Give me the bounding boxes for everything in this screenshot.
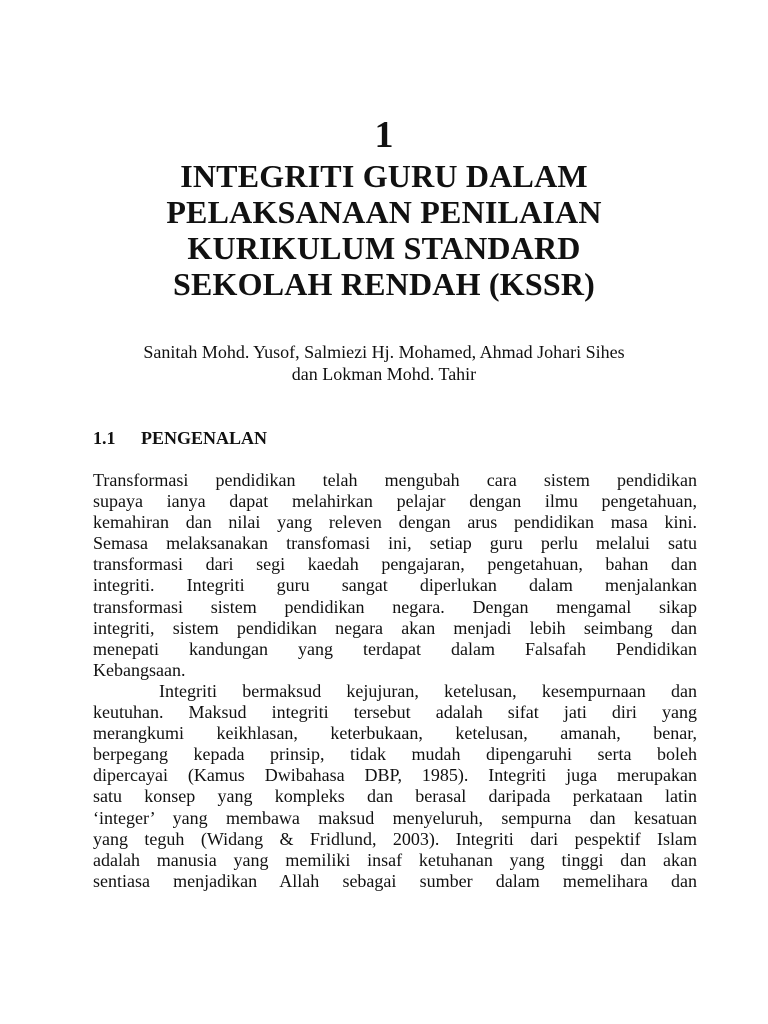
chapter-number: 1 <box>374 114 394 156</box>
section-title: PENGENALAN <box>141 428 268 448</box>
chapter-title <box>60 158 708 302</box>
chapter-title-line: KURIKULUM STANDARD <box>187 230 581 266</box>
text-line: Transformasi pendidikan telah mengubah cara sistem pendidikan <box>93 470 697 490</box>
section-heading <box>93 427 267 449</box>
body-text <box>93 470 697 892</box>
text-line: Semasa melaksanakan transfomasi ini, setiap guru perlu melalui satu <box>93 533 697 554</box>
text-line: dipercayai (Kamus Dwibahasa DBP, 1985). Integriti juga merupakan <box>93 765 697 786</box>
text-line: berpegang kepada prinsip, tidak mudah dipengaruhi serta boleh <box>93 744 697 765</box>
text-line: Integriti bermaksud kejujuran, ketelusan, kesempurnaan dan <box>159 680 697 701</box>
text-line: menepati kandungan yang terdapat dalam Falsafah Pendidikan <box>93 638 697 659</box>
paragraph <box>93 470 697 681</box>
text-line: integriti, sistem pendidikan negara akan menjadi lebih seimbang dan <box>93 617 697 638</box>
text-line: adalah manusia yang memiliki insaf ketuhanan yang tinggi dan akan <box>93 849 697 870</box>
chapter-title-line: SEKOLAH RENDAH (KSSR) <box>172 266 596 302</box>
text-line: transformasi sistem pendidikan negara. Dengan mengamal sikap <box>93 596 697 617</box>
text-line: yang teguh (Widang & Fridlund, 2003). Integriti dari pespektif Islam <box>93 828 697 849</box>
text-line: satu konsep yang kompleks dan berasal daripada perkataan latin <box>93 786 697 807</box>
chapter-title-line: INTEGRITI GURU DALAM <box>180 158 588 194</box>
authors-line: dan Lokman Mohd. Tahir <box>291 364 477 384</box>
text-line: sentiasa menjadikan Allah sebagai sumber dalam memelihara dan <box>93 870 697 891</box>
text-line: ‘integer’ yang membawa maksud menyeluruh, sempurna dan kesatuan <box>93 807 697 828</box>
text-line: integriti. Integriti guru sangat diperlukan dalam menjalankan <box>93 575 697 596</box>
chapter-title-line: PELAKSANAAN PENILAIAN <box>166 194 602 230</box>
text-line: transformasi dari segi kaedah pengajaran, pengetahuan, bahan dan <box>93 554 697 575</box>
text-line: merangkumi keikhlasan, keterbukaan, ketelusan, amanah, benar, <box>93 723 697 744</box>
authors-line: Sanitah Mohd. Yusof, Salmiezi Hj. Mohamed, Ahmad Johari Sihes <box>143 342 625 362</box>
text-line: Kebangsaan. <box>93 659 186 680</box>
paragraph <box>93 681 697 892</box>
section-number: 1.1 <box>93 428 116 448</box>
authors <box>60 341 708 385</box>
text-line: kemahiran dan nilai yang releven dengan arus pendidikan masa kini. <box>93 512 697 533</box>
text-line: supaya ianya dapat melahirkan pelajar dengan ilmu pengetahuan, <box>93 491 697 512</box>
text-line: keutuhan. Maksud integriti tersebut adalah sifat jati diri yang <box>93 702 697 723</box>
